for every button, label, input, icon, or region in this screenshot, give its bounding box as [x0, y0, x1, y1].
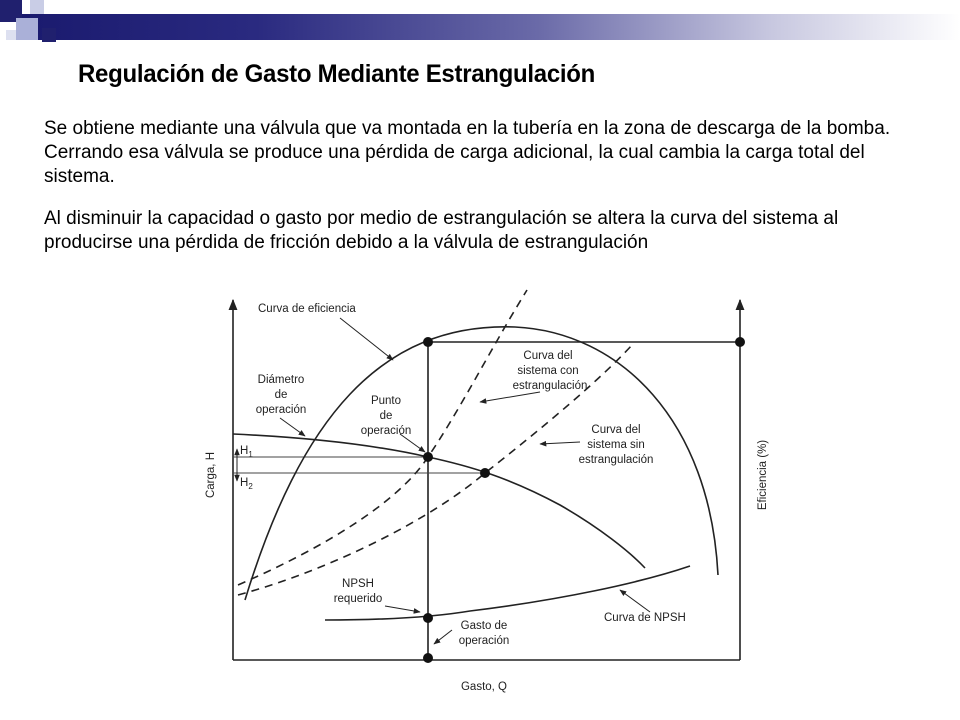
sys-with-label: Curva del [523, 350, 573, 362]
paragraph-1: Se obtiene mediante una válvula que va montada en la tubería en la zona de descarga de la bomba. Cerrando esa válvula se produce una pérdida de carga adicional, la cual cambia la carga total del sistema. [44, 118, 891, 187]
diameter-label: de [274, 389, 288, 401]
npsh-required-label: NPSH [342, 578, 374, 590]
npsh-req-label-arrow [385, 606, 420, 612]
slide-title: Regulación de Gasto Mediante Estrangulación [78, 60, 596, 88]
npsh-curve-label: Curva de NPSH [604, 612, 686, 624]
diameter-label: operación [255, 404, 307, 416]
y-axis-right-label: Eficiencia (%) [757, 439, 769, 511]
point-label: de [379, 410, 393, 422]
sys-with-label: estrangulación [512, 380, 588, 392]
sys-without-label: sistema sin [587, 439, 645, 451]
efficiency-point [423, 337, 433, 347]
sys-without-label: Curva del [591, 424, 641, 436]
sys-without-label-arrow [540, 442, 580, 444]
npsh-required-label: requerido [333, 593, 383, 605]
flow-label-arrow [434, 630, 452, 644]
diameter-label-arrow [280, 418, 305, 436]
h2-label: $H_2$ [240, 477, 253, 491]
operating-point-throttled [423, 452, 433, 462]
operating-point-unthrottled [480, 468, 490, 478]
sys-without-label: estrangulación [578, 454, 654, 466]
flow-point [423, 653, 433, 663]
flow-label: Gasto de [460, 620, 508, 632]
h1-label: $H_1$ [240, 445, 253, 459]
point-label: operación [360, 425, 412, 437]
y-axis-left-label: Carga, H [205, 451, 217, 499]
npsh-curve-label-arrow [620, 590, 650, 612]
sys-with-label-arrow [480, 392, 540, 402]
sys-with-label: sistema con [517, 365, 579, 377]
x-axis-label: Gasto, Q [460, 681, 508, 693]
diameter-label: Diámetro [257, 374, 305, 386]
efficiency-curve-label: Curva de eficiencia [258, 303, 356, 315]
efficiency-label-arrow [340, 318, 393, 360]
efficiency-point-right [735, 337, 745, 347]
paragraph-2: Al disminuir la capacidad o gasto por medio de estrangulación se altera la curva del sistema al producirse una pérdida de fricción debido a la válvula de estrangulación [44, 208, 839, 253]
flow-label: operación [458, 635, 510, 647]
point-label: Punto [370, 395, 402, 407]
npsh-point [423, 613, 433, 623]
